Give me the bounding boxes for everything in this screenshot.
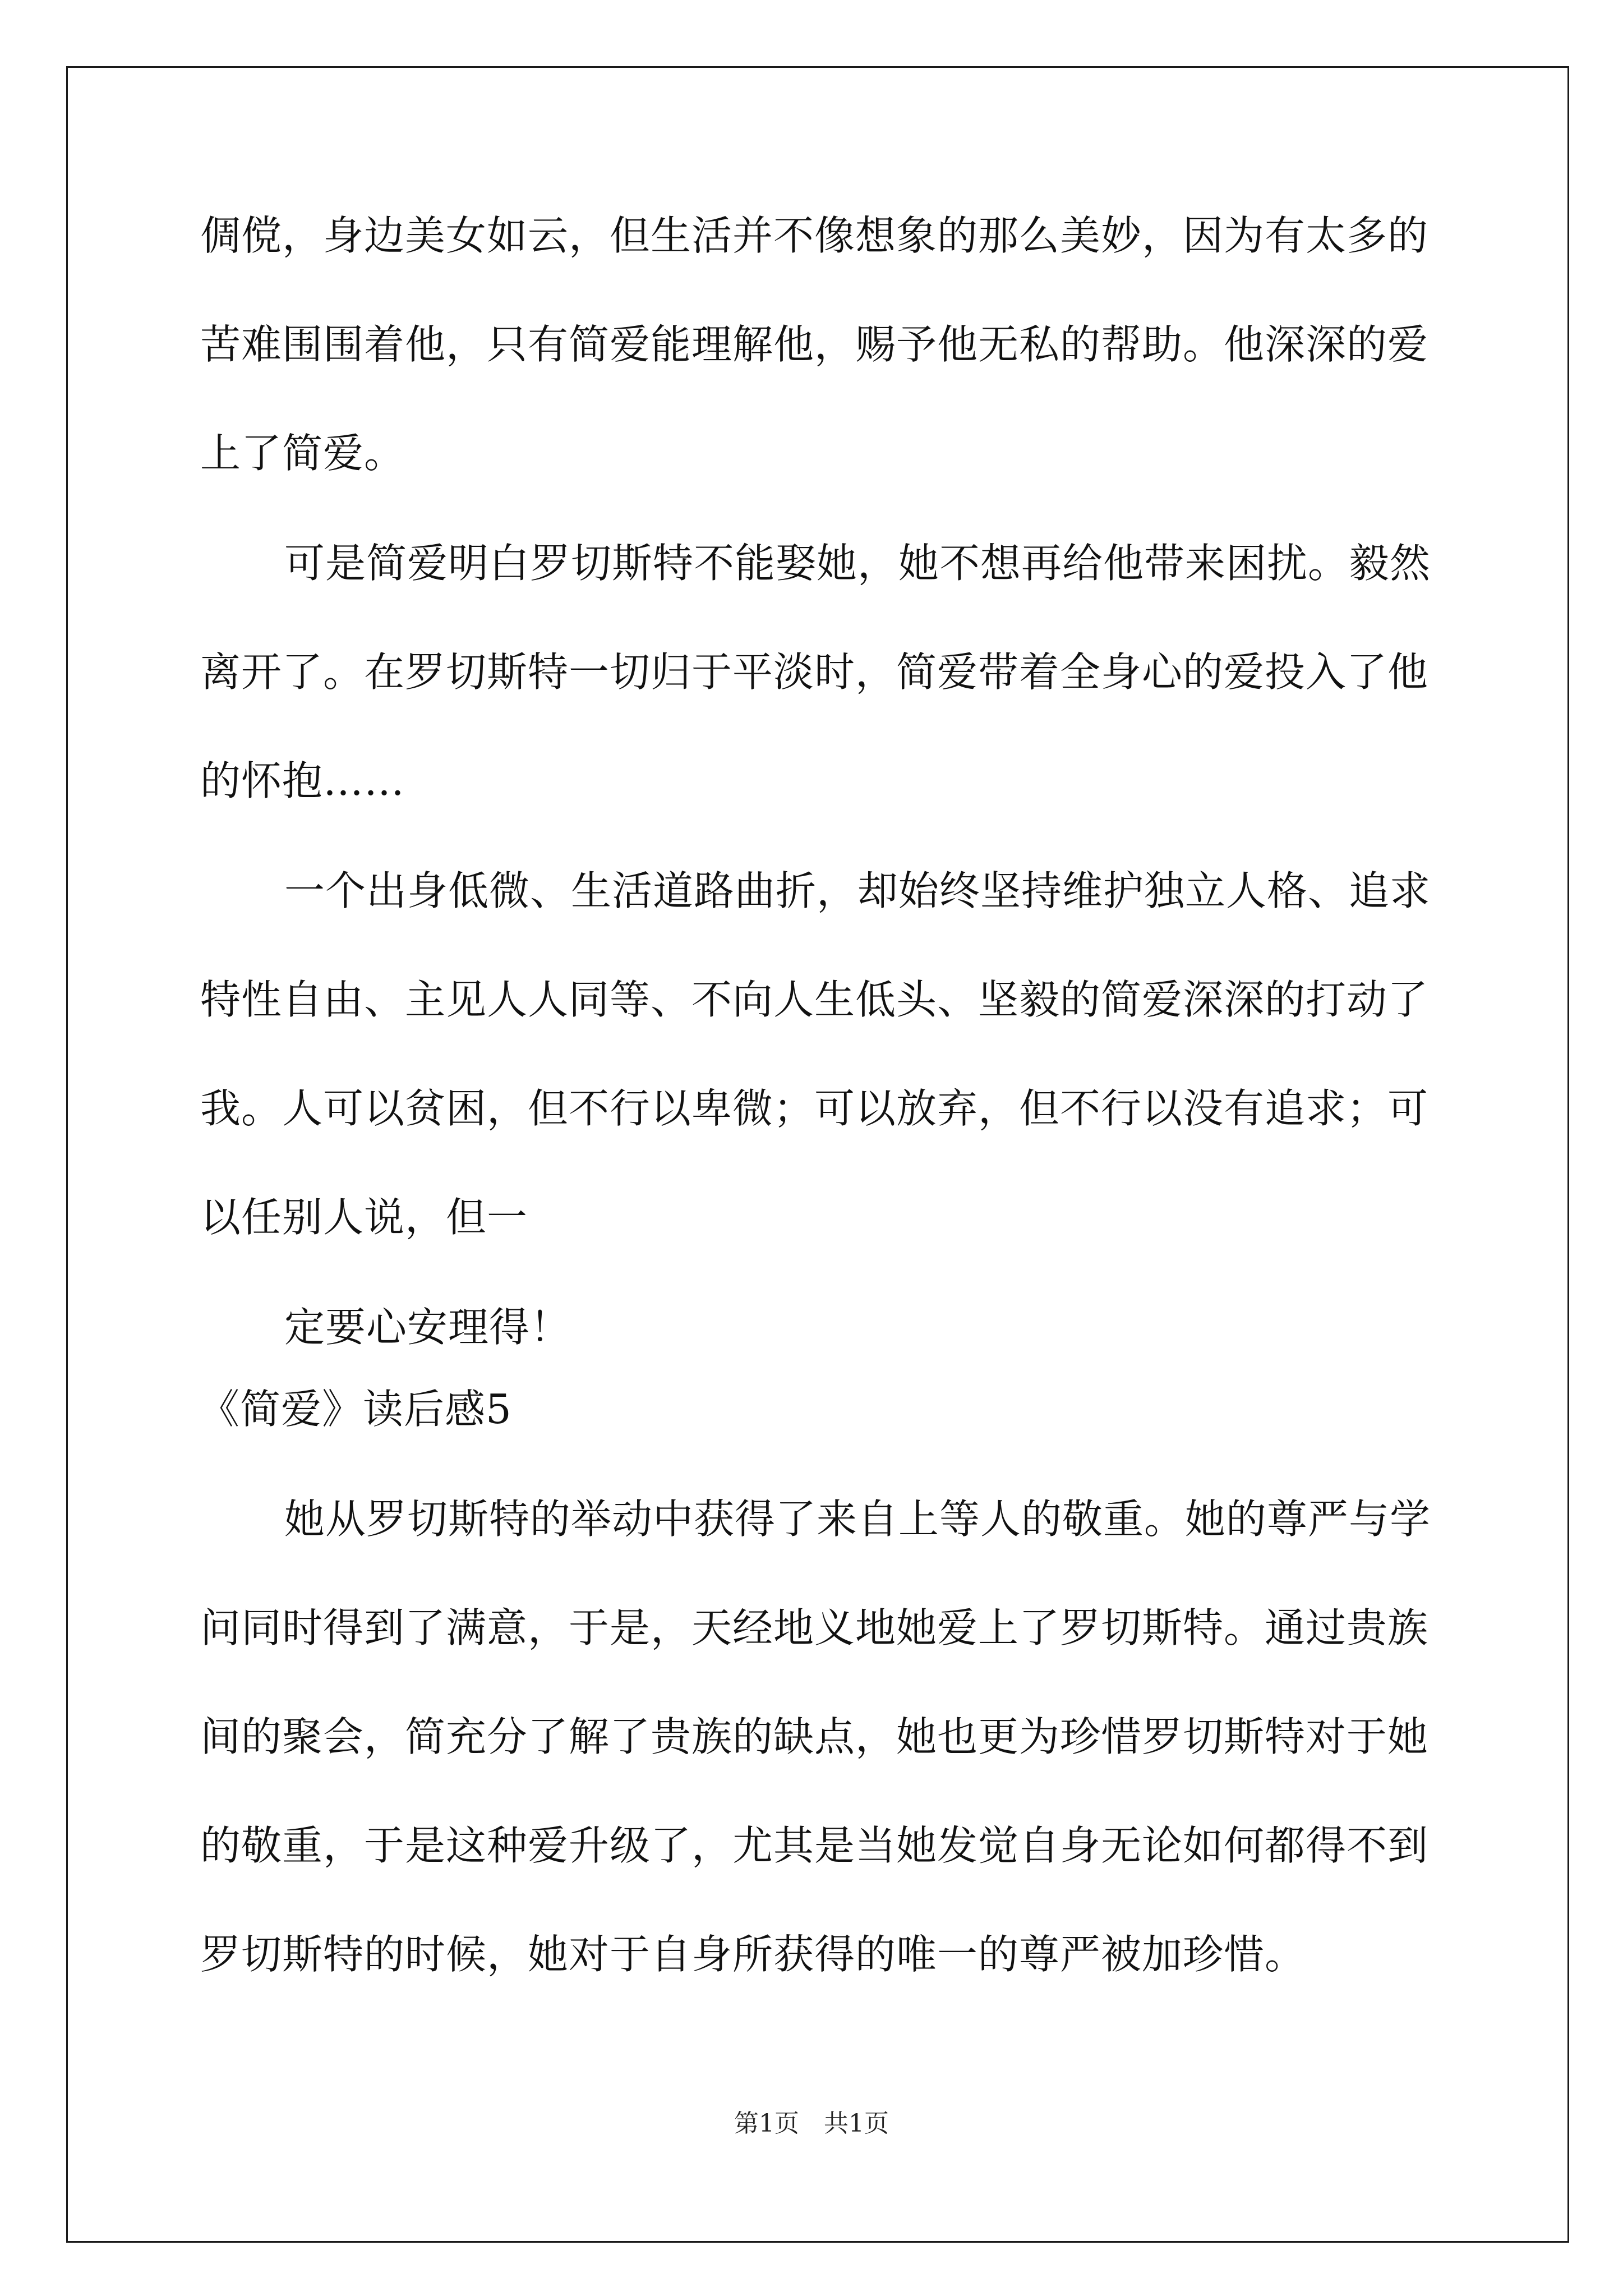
text-line: 上了简爱。	[200, 430, 405, 477]
paragraph-start-line: 她从罗切斯特的举动中获得了来自上等人的敬重。她的尊严与学	[284, 1496, 1431, 1543]
paragraph-start-line: 一个出身低微、生活道路曲折，却始终坚持维护独立人格、追求	[284, 867, 1431, 914]
text-line: 以任别人说，但一	[200, 1194, 528, 1241]
text-line: 问同时得到了满意，于是，天经地义地她爱上了罗切斯特。通过贵族	[200, 1604, 1429, 1651]
text-line: 特性自由、主见人人同等、不向人生低头、坚毅的简爱深深的打动了	[200, 976, 1429, 1023]
text-line: 离开了。在罗切斯特一切归于平淡时，简爱带着全身心的爱投入了他	[200, 648, 1429, 696]
text-line: 间的聚会，简充分了解了贵族的缺点，她也更为珍惜罗切斯特对于她	[200, 1713, 1429, 1760]
page-footer: 第1页 共1页	[734, 2109, 889, 2138]
page-border	[66, 66, 1569, 2243]
paragraph-start-line: 定要心安理得！	[284, 1304, 571, 1351]
text-line: 的怀抱……	[200, 757, 405, 804]
section-heading: 《简爱》读后感5	[199, 1386, 512, 1433]
text-line: 我。人可以贫困，但不行以卑微；可以放弃，但不行以没有追求；可	[200, 1085, 1429, 1132]
text-line: 倜傥，身边美女如云，但生活并不像想象的那么美妙，因为有太多的	[200, 212, 1429, 259]
text-line: 苦难围围着他，只有简爱能理解他，赐予他无私的帮助。他深深的爱	[200, 321, 1429, 368]
paragraph-start-line: 可是简爱明白罗切斯特不能娶她，她不想再给他带来困扰。毅然	[284, 540, 1431, 587]
text-line: 的敬重，于是这种爱升级了，尤其是当她发觉自身无论如何都得不到	[200, 1822, 1429, 1869]
text-line: 罗切斯特的时候，她对于自身所获得的唯一的尊严被加珍惜。	[200, 1931, 1306, 1978]
